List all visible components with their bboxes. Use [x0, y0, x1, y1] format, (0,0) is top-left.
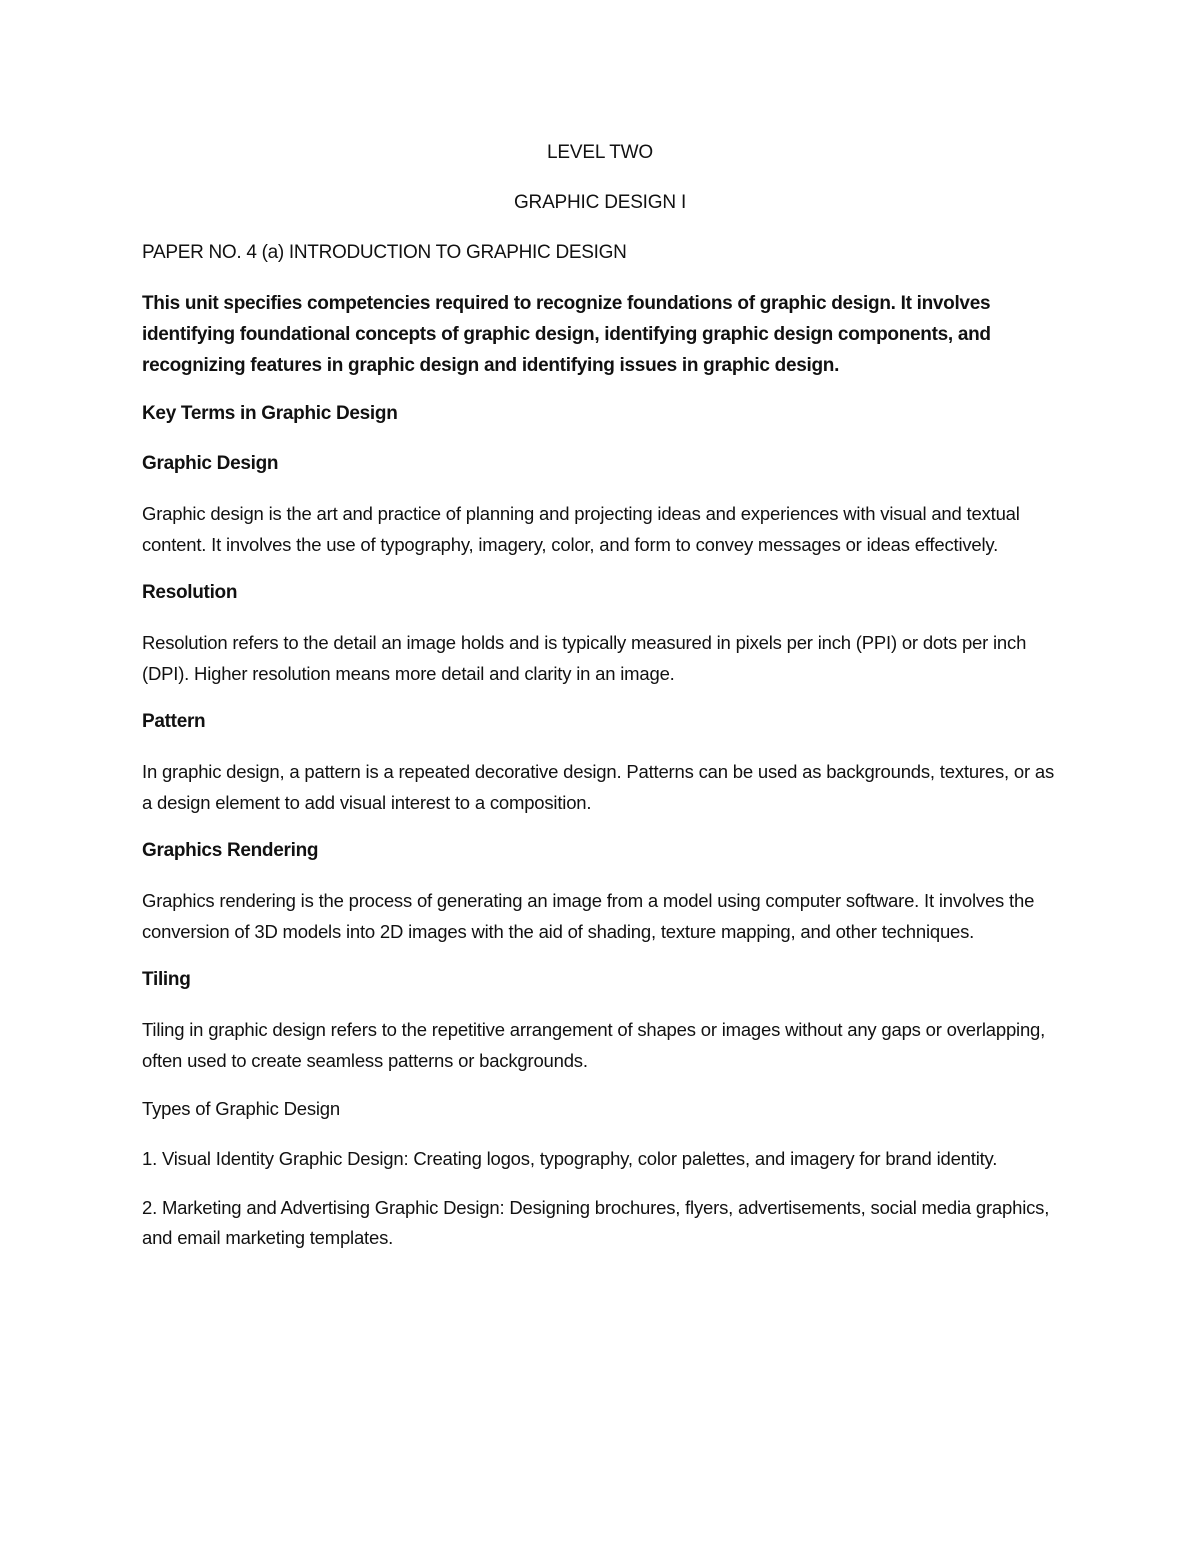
level-heading: LEVEL TWO	[547, 142, 653, 163]
unit-intro: This unit specifies competencies required to recognize foundations of graphic design. It involves identifying foundational concepts of graphic design, identifying graphic design components, and recognizing features in graphic design and identifying issues in graphic design.	[142, 293, 991, 376]
key-terms-heading: Key Terms in Graphic Design	[142, 403, 398, 424]
paper-title: PAPER NO. 4 (a) INTRODUCTION TO GRAPHIC DESIGN	[142, 242, 627, 263]
term-heading-resolution: Resolution	[142, 582, 238, 603]
term-heading-graphic-design: Graphic Design	[142, 453, 279, 474]
type-item-marketing-advertising: 2. Marketing and Advertising Graphic Design: Designing brochures, flyers, advertisements, social media graphics, and email marketing templates.	[142, 1196, 1050, 1248]
course-heading: GRAPHIC DESIGN I	[513, 192, 687, 213]
term-heading-tiling: Tiling	[142, 969, 191, 990]
type-item-visual-identity: 1. Visual Identity Graphic Design: Creating logos, typography, color palettes, and imagery for brand identity.	[142, 1148, 998, 1169]
term-heading-pattern: Pattern	[142, 711, 206, 732]
term-body-resolution: Resolution refers to the detail an image holds and is typically measured in pixels per inch (PPI) or dots per inch (DPI). Higher resolution means more detail and clarity in an image.	[142, 632, 1027, 684]
term-body-graphic-design: Graphic design is the art and practice of planning and projecting ideas and experiences with visual and textual content. It involves the use of typography, imagery, color, and form to convey messages or ideas effectively.	[142, 503, 1020, 555]
term-heading-graphics-rendering: Graphics Rendering	[142, 840, 319, 861]
term-body-graphics-rendering: Graphics rendering is the process of generating an image from a model using computer software. It involves the conversion of 3D models into 2D images with the aid of shading, texture mapping, and other techniques.	[142, 890, 1035, 942]
term-body-pattern: In graphic design, a pattern is a repeated decorative design. Patterns can be used as backgrounds, textures, or as a design element to add visual interest to a composition.	[142, 761, 1055, 813]
term-body-tiling: Tiling in graphic design refers to the repetitive arrangement of shapes or images without any gaps or overlapping, often used to create seamless patterns or backgrounds.	[142, 1019, 1046, 1071]
types-heading: Types of Graphic Design	[142, 1098, 340, 1119]
document-content	[142, 138, 1058, 1272]
